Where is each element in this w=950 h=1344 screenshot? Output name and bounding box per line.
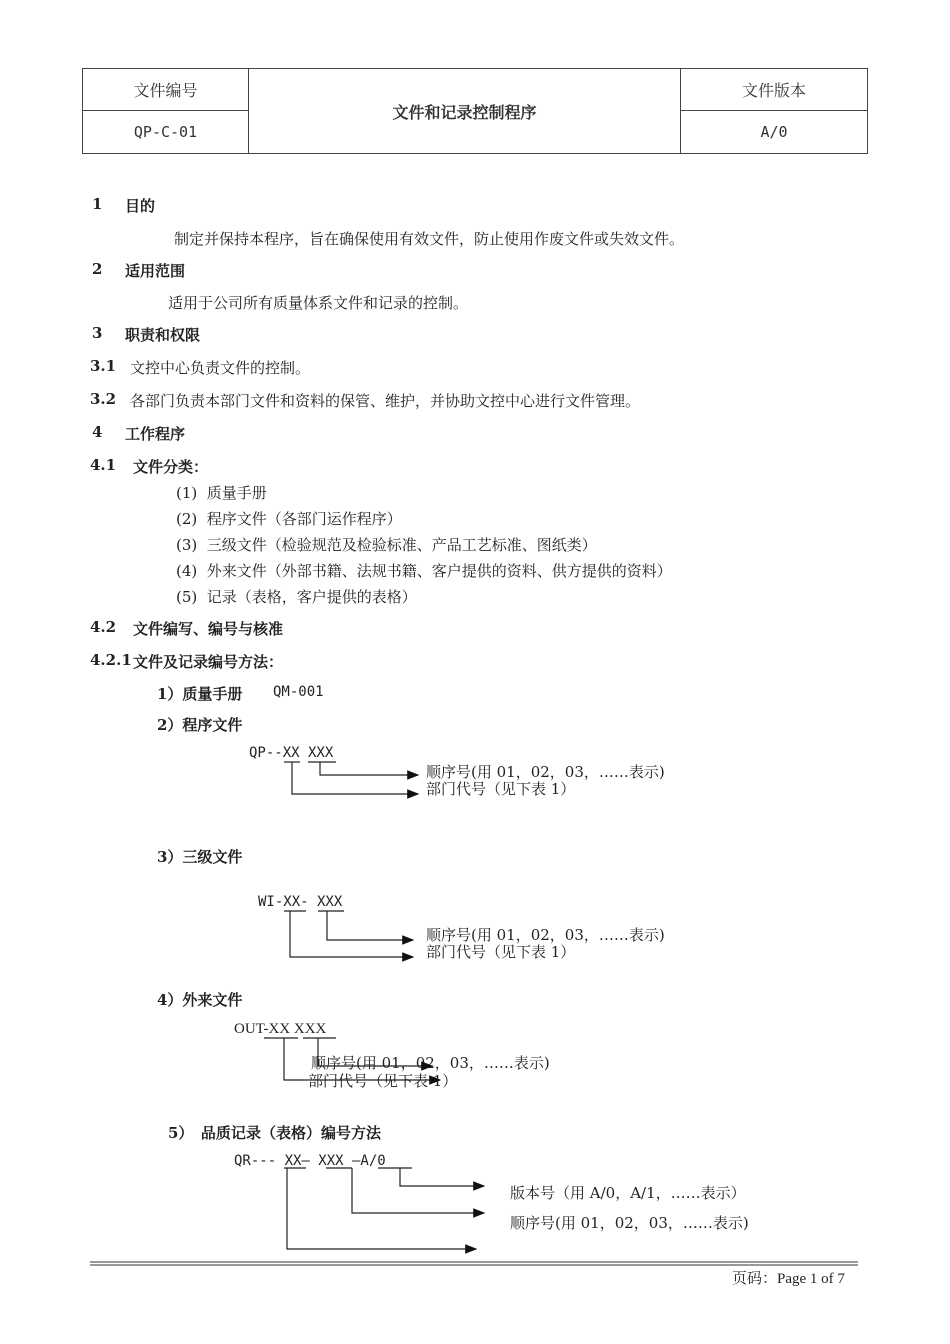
version-value: A/0 [760, 123, 788, 141]
version-label: 文件版本 [681, 69, 867, 111]
section-3-1-text: 文控中心负责文件的控制。 [130, 359, 311, 377]
section-3-1-number: 3.1 [90, 357, 117, 375]
section-2-number: 2 [92, 260, 103, 278]
section-4-2-1-title: 文件及记录编号方法： [133, 653, 284, 671]
section-4-title: 工作程序 [125, 425, 186, 443]
qr-dept-connector [287, 1168, 476, 1249]
qr-code: QR--- XX— XXX —A/0 [234, 1153, 386, 1169]
section-3-2-number: 3.2 [90, 390, 117, 408]
out-seq-connector [318, 1038, 432, 1066]
out-dept-label: 部门代号（见下表 1） [308, 1072, 458, 1090]
section-4-2-number: 4.2 [90, 618, 117, 636]
qr-label: 5） 品质记录（表格）编号方法 [168, 1124, 381, 1142]
qp-dept-label: 部门代号（见下表 1） [426, 780, 576, 798]
qp-code: QP--XX XXX [249, 745, 334, 761]
qr-version-connector [400, 1168, 484, 1186]
list-item: (1) 质量手册 [176, 484, 267, 502]
qp-seq-connector [320, 762, 418, 775]
qr-version-label: 版本号（用 A/0，A/1，……表示） [510, 1184, 746, 1202]
wi-seq-connector [327, 911, 413, 940]
section-3-title: 职责和权限 [125, 326, 201, 344]
list-item: (3) 三级文件（检验规范及检验标准、产品工艺标准、图纸类） [176, 536, 597, 554]
wi-code: WI-XX- XXX [258, 894, 343, 910]
page-title: 文件和记录控制程序 [249, 69, 681, 153]
doc-no-value: QP-C-01 [83, 111, 249, 153]
out-code: OUT-XX XXX [234, 1021, 327, 1037]
section-4-2-title: 文件编写、编号与核准 [133, 620, 284, 638]
out-seq-label: 顺序号(用 01，02，03，……表示) [311, 1054, 550, 1072]
section-4-number: 4 [92, 423, 103, 441]
section-4-1-number: 4.1 [90, 456, 117, 474]
qm-label: 1）质量手册 [157, 685, 243, 703]
section-1-title: 目的 [125, 197, 156, 215]
section-1-text: 制定并保持本程序，旨在确保使用有效文件，防止使用作废文件或失效文件。 [174, 230, 685, 248]
qp-label: 2）程序文件 [157, 716, 243, 734]
list-item: (4) 外来文件（外部书籍、法规书籍、客户提供的资料、供方提供的资料） [176, 562, 672, 580]
page-number: 页码：Page 1 of 7 [732, 1269, 845, 1287]
section-4-1-title: 文件分类： [133, 458, 209, 476]
out-label: 4）外来文件 [157, 991, 243, 1009]
wi-label: 3）三级文件 [157, 848, 243, 866]
qp-seq-label: 顺序号(用 01，02，03，……表示) [426, 763, 665, 781]
section-3-number: 3 [92, 324, 103, 342]
section-2-title: 适用范围 [125, 262, 186, 280]
list-item: (5) 记录（表格，客户提供的表格） [176, 588, 417, 606]
qp-dept-connector [292, 762, 418, 794]
wi-dept-label: 部门代号（见下表 1） [426, 943, 576, 961]
section-2-text: 适用于公司所有质量体系文件和记录的控制。 [168, 294, 469, 312]
doc-no-label: 文件编号 [83, 69, 249, 111]
qr-seq-connector [352, 1168, 484, 1213]
section-1-number: 1 [92, 195, 103, 213]
section-3-2-text: 各部门负责本部门文件和资料的保管、维护，并协助文控中心进行文件管理。 [130, 392, 641, 410]
wi-seq-label: 顺序号(用 01，02，03，……表示) [426, 926, 665, 944]
qm-code: QM-001 [273, 684, 324, 700]
wi-dept-connector [290, 911, 413, 957]
qr-seq-label: 顺序号(用 01，02，03，……表示) [510, 1214, 749, 1232]
list-item: (2) 程序文件（各部门运作程序） [176, 510, 402, 528]
out-dept-connector [284, 1038, 440, 1080]
section-4-2-1-number: 4.2.1 [90, 651, 132, 669]
